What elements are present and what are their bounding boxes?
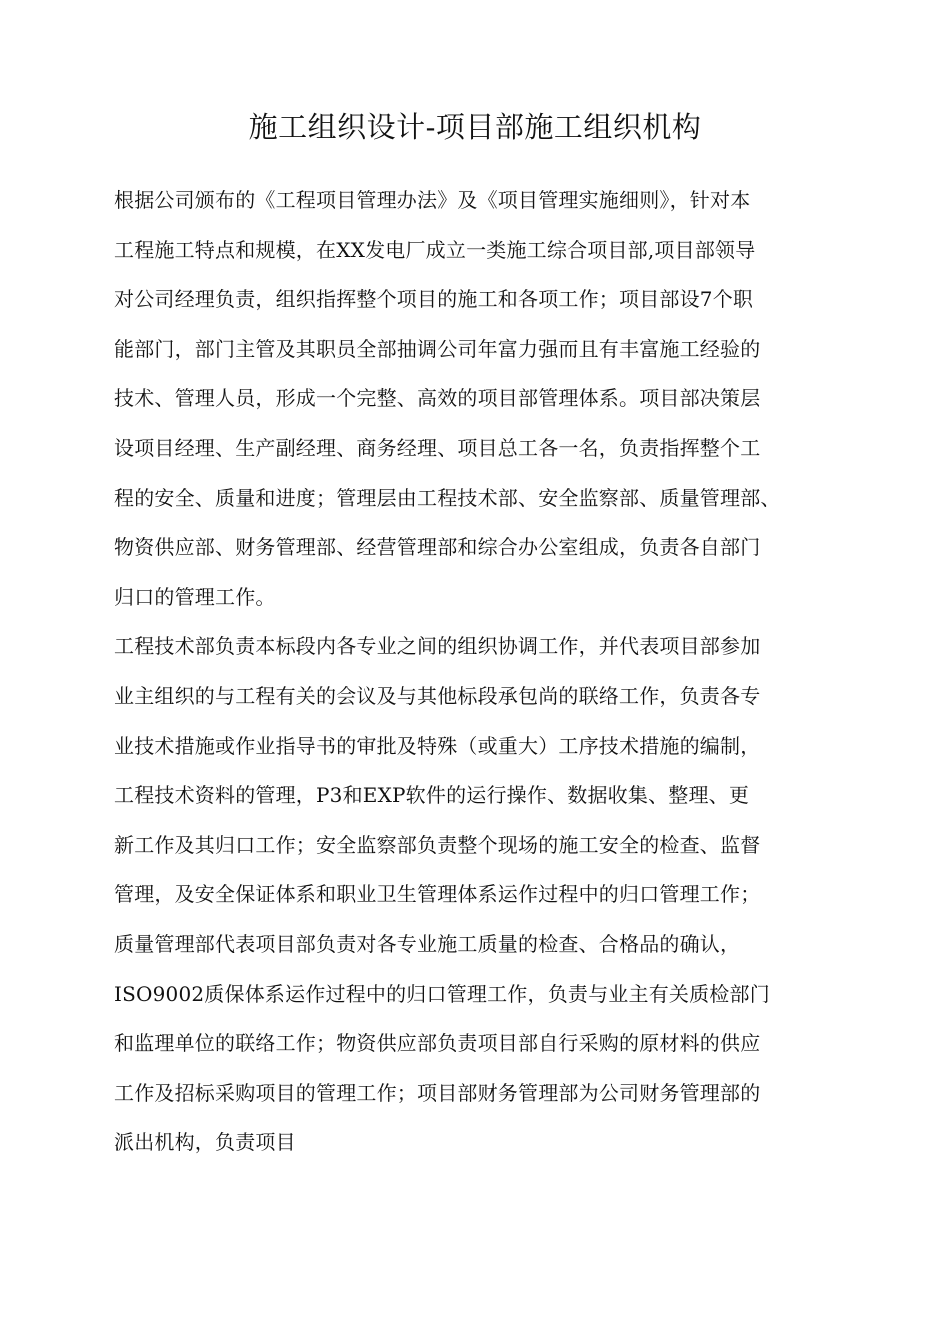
document-body xyxy=(114,176,844,1168)
body-line: 设项目经理、生产副经理、商务经理、项目总工各一名，负责指挥整个工 xyxy=(114,435,761,460)
body-line: 根据公司颁布的《工程项目管理办法》及《项目管理实施细则》，针对本 xyxy=(114,188,751,212)
body-line: 派出机构，负责项目 xyxy=(114,1130,296,1155)
body-line: ISO9002质保体系运作过程中的归口管理工作，负责与业主有关质检部门 xyxy=(114,981,770,1006)
document-title: 施工组织设计-项目部施工组织机构 xyxy=(248,110,702,144)
body-line: 物资供应部、财务管理部、经营管理部和综合办公室组成，负责各自部门 xyxy=(114,535,761,560)
body-line: 质量管理部代表项目部负责对各专业施工质量的检查、合格品的确认， xyxy=(114,931,741,956)
body-line: 工程施工特点和规模，在XX发电厂成立一类施工综合项目部,项目部领导 xyxy=(114,237,756,262)
body-line: 业技术措施或作业指导书的审批及特殊（或重大）工序技术措施的编制， xyxy=(114,733,761,758)
body-line: 能部门，部门主管及其职员全部抽调公司年富力强而且有丰富施工经验的 xyxy=(114,336,761,361)
body-line: 新工作及其归口工作；安全监察部负责整个现场的施工安全的检查、监督 xyxy=(114,832,761,857)
body-line: 业主组织的与工程有关的会议及与其他标段承包尚的联络工作，负责各专 xyxy=(114,683,761,708)
body-line: 程的安全、质量和进度；管理层由工程技术部、安全监察部、质量管理部、 xyxy=(114,485,781,510)
body-line: 工作及招标采购项目的管理工作；项目部财务管理部为公司财务管理部的 xyxy=(114,1080,761,1105)
body-line: 管理，及安全保证体系和职业卫生管理体系运作过程中的归口管理工作； xyxy=(114,882,761,907)
body-line: 工程技术资料的管理，P3和EXP软件的运行操作、数据收集、整理、更 xyxy=(114,783,750,808)
body-line: 归口的管理工作。 xyxy=(114,584,276,609)
body-line: 工程技术部负责本标段内各专业之间的组织协调工作，并代表项目部参加 xyxy=(114,634,761,659)
body-line: 技术、管理人员，形成一个完整、高效的项目部管理体系。项目部决策层 xyxy=(114,386,761,411)
body-line: 和监理单位的联络工作；物资供应部负责项目部自行采购的原材料的供应 xyxy=(114,1031,761,1056)
body-line: 对公司经理负责，组织指挥整个项目的施工和各项工作；项目部设7个职 xyxy=(114,287,754,312)
